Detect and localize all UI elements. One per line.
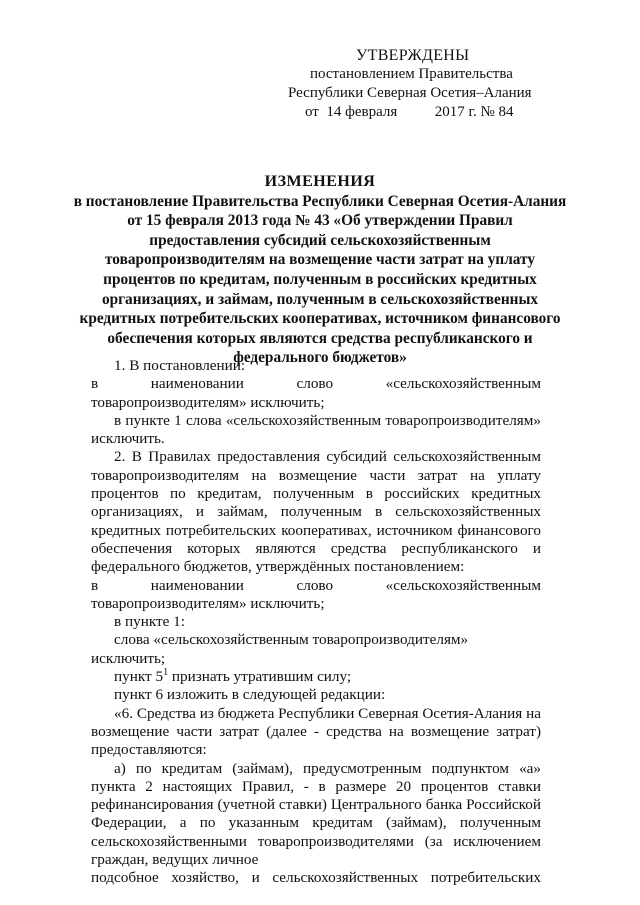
paragraph-8-end: признать утратившим силу; bbox=[168, 668, 352, 686]
title-line: товаропроизводителям на возмещение части затрат на уплату bbox=[104, 251, 536, 269]
title-line: от 15 февраля 2013 года № 43 «Об утверждении Правил bbox=[127, 212, 513, 230]
word: в bbox=[91, 576, 99, 594]
word: сельскохозяйственных bbox=[272, 869, 419, 887]
document-title bbox=[40, 172, 600, 368]
title-caption: ИЗМЕНЕНИЯ bbox=[264, 173, 376, 190]
paragraph-5-continuation: товаропроизводителям» исключить; bbox=[91, 594, 325, 612]
word: в bbox=[91, 375, 99, 393]
approval-date-line: от 14 февраля 2017 г. № 84 bbox=[305, 104, 514, 120]
word: подсобное bbox=[91, 869, 159, 887]
word: «сельскохозяйственным bbox=[385, 576, 541, 594]
paragraph-9: пункт 6 изложить в следующей редакции: bbox=[114, 686, 386, 704]
word: наименовании bbox=[150, 375, 244, 393]
paragraph-4: 2. В Правилах предоставления субсидий сельскохозяйственным товаропроизводителям на возмещение части затрат на уплату процентов по кредитам, полученным в российских кредитных организациях, и займам, полученным в сельскохозяйственных кредитных потребительских кооперативах, источником финансового обеспечения которых являются средства республиканского и федерального бюджетов, утверждённых постановлением: bbox=[91, 448, 541, 576]
paragraph-10: «6. Средства из бюджета Республики Северная Осетия-Алания на возмещение части затрат (далее - средства на возмещение затрат) предоставляются: bbox=[91, 704, 541, 759]
paragraph-8 bbox=[91, 668, 541, 686]
paragraph-6: в пункте 1: bbox=[114, 613, 185, 631]
approval-heading: УТВЕРЖДЕНЫ bbox=[356, 47, 470, 64]
superscript-index: 1 bbox=[163, 666, 169, 678]
approval-stamp bbox=[288, 46, 548, 122]
word: «сельскохозяйственным bbox=[385, 375, 541, 393]
word: слово bbox=[296, 576, 334, 594]
paragraph-11-last-line bbox=[91, 869, 541, 887]
title-line: кредитных потребительских кооперативах, источником финансового bbox=[79, 310, 561, 328]
paragraph-5-first-line bbox=[91, 577, 541, 595]
title-line: обеспечения которых являются средства республиканского и bbox=[107, 329, 533, 347]
approval-issuer-line: постановлением Правительства bbox=[310, 66, 513, 82]
paragraph-8-start: пункт 5 bbox=[114, 668, 164, 686]
title-line: федерального бюджетов» bbox=[233, 349, 407, 367]
title-line: организациях, и займам, полученным в сельскохозяйственных bbox=[101, 290, 539, 308]
word: наименовании bbox=[150, 576, 244, 594]
paragraph-7: слова «сельскохозяйственным товаропроизводителям» исключить; bbox=[91, 631, 469, 667]
title-line: в постановление Правительства Республики Северная Осетия-Алания bbox=[73, 192, 567, 210]
word: и bbox=[251, 869, 260, 887]
paragraph-3: в пункте 1 слова «сельскохозяйственным товаропроизводителям» исключить. bbox=[91, 411, 541, 448]
word: потребительских bbox=[430, 869, 541, 887]
title-line: процентов по кредитам, полученным в российских кредитных bbox=[103, 270, 537, 288]
word: слово bbox=[296, 375, 334, 393]
paragraph-1: 1. В постановлении: bbox=[114, 357, 246, 374]
paragraph-2-first-line bbox=[91, 375, 541, 393]
paragraph-11: а) по кредитам (займам), предусмотренным подпунктом «а» пункта 2 настоящих Правил, - в размере 20 процентов ставки рефинансирования (учетной ставки) Центрального банка Российской Федерации, а по указанным кредитам (займам), полученным сельскохозяйственными товаропроизводителями (за исключением граждан, ведущих личное bbox=[91, 759, 541, 869]
word: хозяйство, bbox=[171, 869, 239, 887]
approval-republic-line: Республики Северная Осетия–Алания bbox=[288, 85, 532, 101]
paragraph-2-continuation: товаропроизводителям» исключить; bbox=[91, 393, 325, 411]
document-body bbox=[91, 357, 541, 888]
title-line: предоставления субсидий сельскохозяйственным bbox=[149, 231, 491, 249]
